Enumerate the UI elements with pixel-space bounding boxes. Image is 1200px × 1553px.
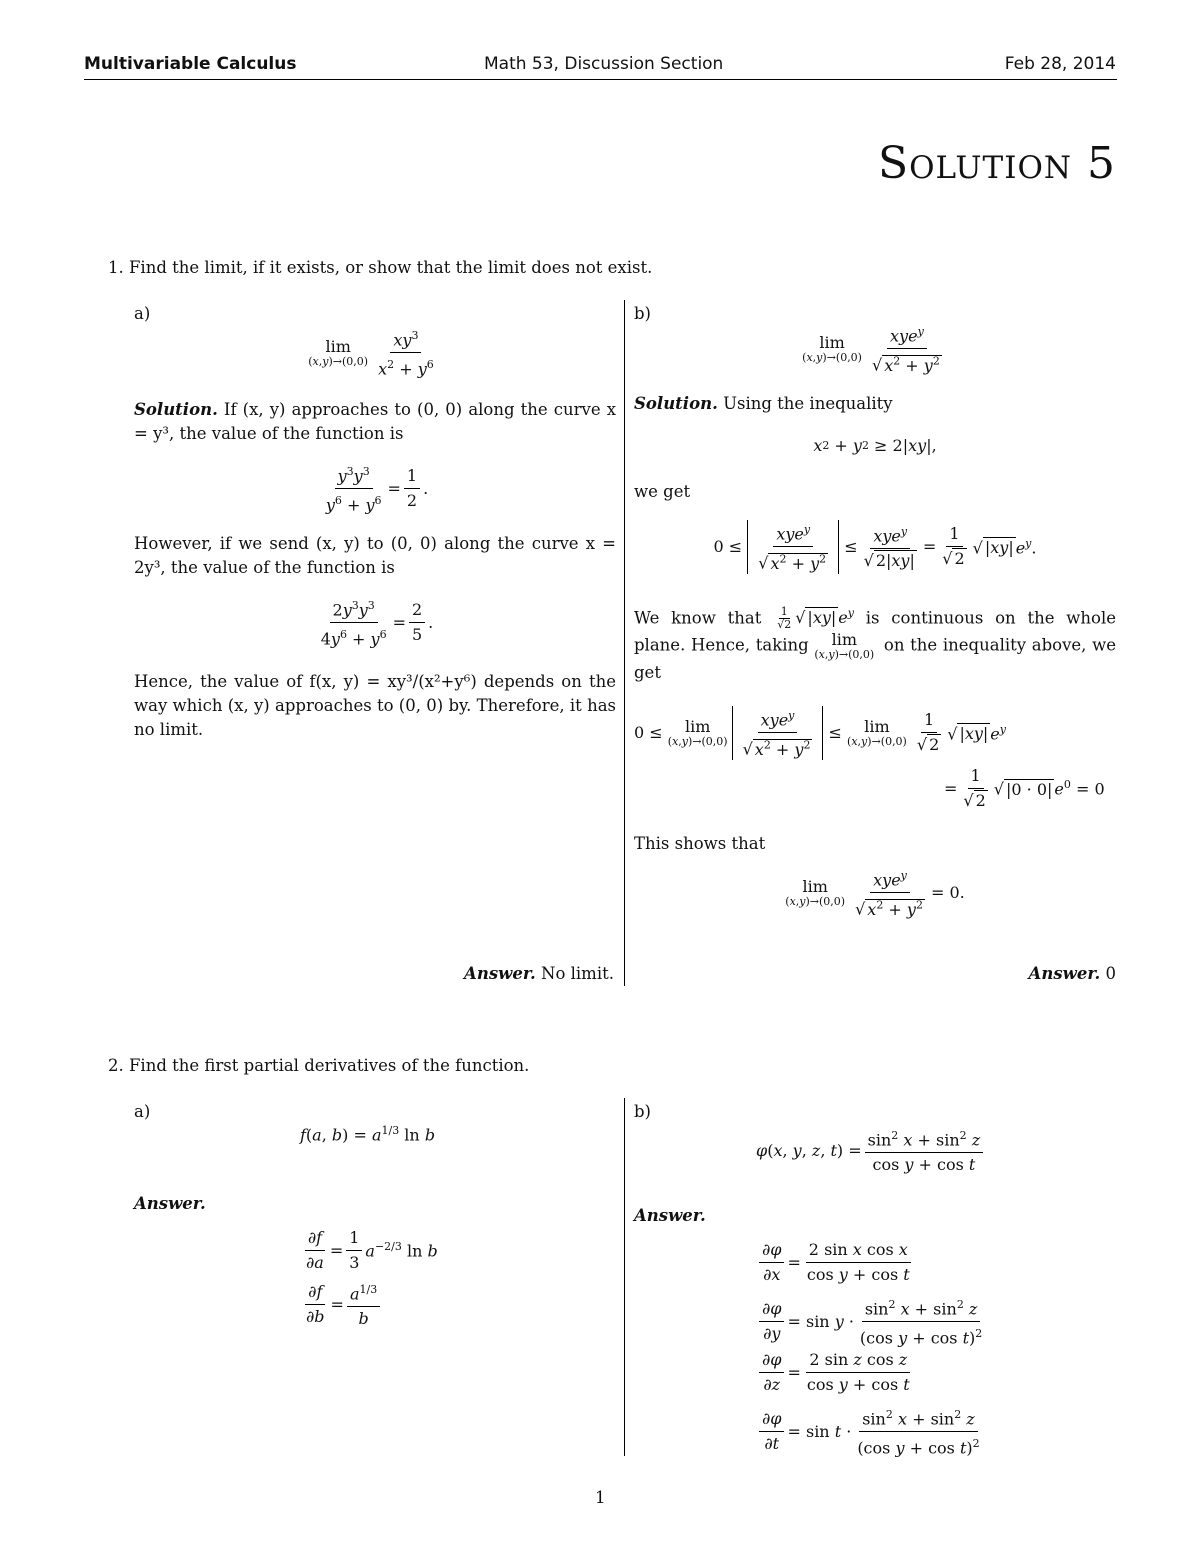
page-number: 1 xyxy=(595,1488,606,1507)
partial-2b-z: $\frac{\partial\varphi}{\partial z}$ = $\frac{\text{2 sin z cos z}}{\text{cos y + cos t}}$ xyxy=(756,1350,916,1395)
solution-1b-we-get: we get xyxy=(634,482,691,501)
solution-1a-text3: Hence, the value of f(x, y) = xy³/(x²+y⁶) depends on the way which (x, y) approaches to (0, 0) by. Therefore, it has no limit. xyxy=(134,672,616,739)
answer-1a xyxy=(464,962,614,986)
solution-1a-text2: However, if we send (x, y) to (0, 0) along the curve x = 2y³, the value of the function is xyxy=(134,534,616,577)
partial-2a-a: $\frac{\partial f}{\partial a}$ = $\frac{1}{3}$ $a^{-2/3}$ ln b xyxy=(306,1228,438,1272)
problem-2-prompt: 2. Find the first partial derivatives of the function. xyxy=(108,1056,530,1075)
answer-1b xyxy=(1029,962,1116,986)
inequality-expression: x 2 + y 2 ≥ 2| xy |, xyxy=(813,436,937,455)
problem-1-prompt: 1. Find the limit, if it exists, or show that the limit does not exist. xyxy=(108,258,653,277)
limit-1b-expression: lim (x,y)→(0,0) $\frac{xye^y}{√ x^2 + y^2}$ xyxy=(634,322,1116,376)
solution-1b-label: Solution. xyxy=(634,394,718,413)
partial-2b-y: $\frac{\partial\varphi}{\partial y}$ = sin y · $\frac{\sin^2 x + \sin^2 z}{(\cos y + \cos t)^2}$ xyxy=(756,1295,988,1349)
partial-2b-x: $\frac{\partial\varphi}{\partial x}$ = $\frac{\text{2 sin x cos x}}{\text{cos y + cos t}}$ xyxy=(756,1240,916,1285)
answer-1a-label: Answer. xyxy=(464,964,536,983)
partial-2b-t: $\frac{\partial\varphi}{\partial t}$ = sin t · $\frac{\sin^2 x + \sin^2 z}{(\cos y + \cos t)^2}$ xyxy=(756,1405,986,1459)
solution-1a-text1 xyxy=(134,398,616,446)
function-2b: φ(x, y, z, t) = $\frac{\sin^2 x + \sin^2 z}{\text{cos y + cos t}}$ xyxy=(756,1126,986,1175)
solution-1b-text2b: is continuous on the whole plane. Hence, taking xyxy=(634,608,1117,655)
solution-1b-text2a: We know that xyxy=(634,608,762,628)
answer-1b-value: 0 xyxy=(1105,964,1116,983)
limit-1a-expression: lim (x,y)→(0,0) $\frac{xy^3}{x^2 + y^6}$ xyxy=(134,326,614,380)
partial-2a-b: $\frac{\partial f}{\partial b}$ = $\frac{a^{1/3}}{b}$ xyxy=(300,1280,383,1329)
curve1-value-expression: $\frac{y^3y^3}{y^6 + y^6}$ = $\frac{1}{2}$ . xyxy=(134,462,614,516)
function-2a: f(a, $b) = a^{1/3}$ ln b xyxy=(300,1124,436,1145)
solution-1b-text2: We know that $\frac{1}{√2}$ √ |xy| $e^y$ is continuous on the whole plane. Hence, taking lim (x,y)→(0,0) on the inequality above, we get xyxy=(634,605,1117,683)
answer-2b-label: Answer. xyxy=(634,1206,706,1225)
squeeze-line1: 0 ≤ lim (x,y)→(0,0) $\frac{xye^y}{√ x^2 + y^2}$ ≤ lim (x,y)→(0,0) $\frac{1}{√ 2}$ √ |xy| $e^y$ xyxy=(634,706,1116,760)
column-divider-1 xyxy=(624,300,625,986)
solution-1b-body1: Using the inequality xyxy=(723,394,893,413)
problem-2a-label: a) xyxy=(134,1102,151,1121)
header-date: Feb 28, 2014 xyxy=(1004,54,1116,74)
header-rule xyxy=(84,79,1117,80)
curve2-value-expression: $\frac{2y^3y^3}{4y^6 + y^6}$ = $\frac{2}{5}$ . xyxy=(134,596,614,650)
page-title: Solution 5 xyxy=(877,138,1116,189)
solution-1a-label: Solution. xyxy=(134,400,218,419)
problem-2b-label: b) xyxy=(634,1102,651,1121)
header-course: Multivariable Calculus xyxy=(84,54,297,74)
squeeze-line2: = $\frac{1}{√ 2}$ √ |0 · 0| $e^0 = 0$ xyxy=(944,766,1105,810)
solution-1b-text2c: on the inequality above, we get xyxy=(634,635,1117,683)
answer-2a-label: Answer. xyxy=(134,1194,206,1213)
answer-1a-value: No limit. xyxy=(541,964,614,983)
solution-1a-body1: If (x, y) approaches to (0, 0) along the curve x = y³, the value of the function is xyxy=(134,400,616,443)
header-section: Math 53, Discussion Section xyxy=(484,54,724,74)
column-divider-2 xyxy=(624,1098,625,1456)
problem-1a-label: a) xyxy=(134,304,151,323)
bound-expression: 0 ≤ $\frac{xye^y}{√ x^2 + y^2}$ ≤ $\frac{xye^y}{√ 2|xy|}$ = $\frac{1}{√ 2}$ √ |xy| $e^y$. xyxy=(634,520,1116,574)
solution-1b-this-shows: This shows that xyxy=(634,834,766,853)
problem-1b-label: b) xyxy=(634,304,651,323)
solution-1b-text1 xyxy=(634,392,893,416)
answer-1b-label: Answer. xyxy=(1028,964,1101,983)
limit-1b-result: lim (x,y)→(0,0) $\frac{xye^y}{√ x^2 + y^2}$ = 0. xyxy=(634,866,1116,920)
